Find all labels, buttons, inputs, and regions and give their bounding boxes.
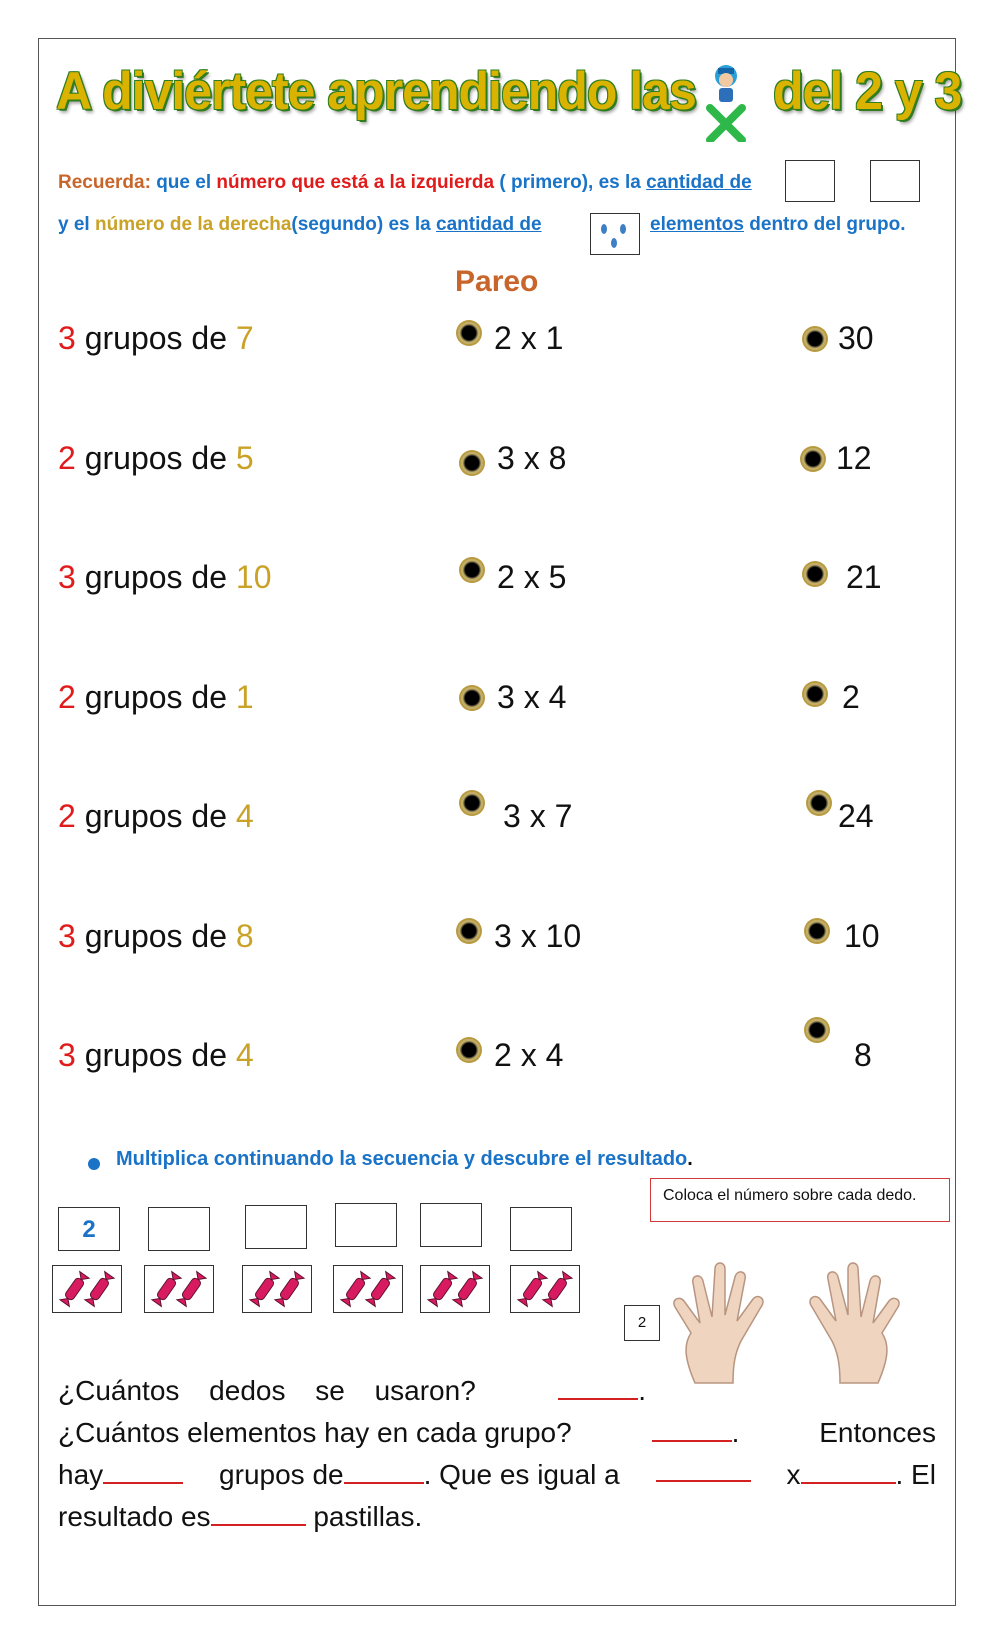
candy-pair-icon — [333, 1265, 403, 1313]
group-text: grupos de — [84, 559, 228, 595]
open-hand-icon — [655, 1255, 785, 1385]
answer-blank[interactable] — [652, 1414, 732, 1442]
match-dot[interactable] — [804, 563, 826, 585]
answer-blank[interactable] — [211, 1498, 306, 1526]
pareo-left-item[interactable] — [58, 559, 272, 596]
finger-number-box[interactable]: 2 — [624, 1305, 660, 1341]
group-size: 10 — [235, 559, 272, 595]
sequence-box[interactable]: 2 — [58, 1207, 120, 1251]
bullet-icon — [88, 1158, 100, 1170]
pareo-result: 10 — [844, 918, 880, 954]
group-size: 1 — [235, 679, 254, 715]
question-text: Entonces — [819, 1417, 936, 1448]
recuerda-text: que el — [156, 172, 212, 193]
sequence-box[interactable] — [510, 1207, 572, 1251]
pareo-multiplication: 2 x 4 — [494, 1037, 564, 1073]
match-dot[interactable] — [458, 920, 480, 942]
pareo-result: 24 — [838, 798, 874, 834]
match-dot[interactable] — [804, 683, 826, 705]
match-dot[interactable] — [461, 792, 483, 814]
group-text: grupos de — [84, 1037, 228, 1073]
question-text: resultado es — [58, 1501, 211, 1532]
pareo-multiplication: 2 x 5 — [497, 559, 567, 595]
match-dot[interactable] — [804, 328, 826, 350]
question-line — [58, 1454, 936, 1496]
recuerda-text: (segundo) es la — [291, 214, 431, 235]
pareo-result: 8 — [854, 1037, 872, 1073]
pareo-heading: Pareo — [455, 265, 539, 298]
answer-blank[interactable] — [801, 1456, 896, 1484]
group-text: grupos de — [84, 798, 228, 834]
match-dot[interactable] — [461, 452, 483, 474]
group-count: 3 — [58, 1037, 76, 1073]
group-count: 2 — [58, 679, 76, 715]
recuerda-line-1 — [58, 172, 752, 194]
pareo-multiplication: 3 x 7 — [503, 798, 573, 834]
candy-pair-icon — [242, 1265, 312, 1313]
pareo-result: 12 — [836, 440, 872, 476]
recuerda-text: elementos — [650, 214, 744, 235]
pareo-multiplication: 2 x 1 — [494, 320, 564, 356]
title-part-1: A diviértete aprendiendo las — [56, 61, 696, 121]
recuerda-line-2 — [58, 214, 542, 236]
recuerda-text: número de la derecha — [94, 214, 292, 235]
group-size: 8 — [235, 918, 254, 954]
answer-blank[interactable] — [558, 1372, 638, 1400]
recuerda-text: y el — [58, 214, 90, 235]
group-count: 3 — [58, 320, 76, 356]
group-size: 7 — [235, 320, 254, 356]
group-count: 2 — [58, 440, 76, 476]
recuerda-text: número que está a la izquierda — [216, 172, 495, 193]
questions — [58, 1370, 936, 1538]
candy-pair-icon — [510, 1265, 580, 1313]
recuerda-text: cantidad de — [436, 214, 542, 235]
question-line: ¿Cuántos elementos hay en cada grupo? . Entonces — [58, 1412, 936, 1454]
question-text: grupos de — [219, 1459, 344, 1490]
match-dot[interactable] — [802, 448, 824, 470]
group-text: grupos de — [84, 918, 228, 954]
sequence-box[interactable] — [335, 1203, 397, 1247]
open-hand-icon — [788, 1255, 918, 1385]
answer-blank[interactable] — [656, 1454, 751, 1482]
pareo-left-item[interactable] — [58, 320, 254, 357]
sequence-box[interactable] — [245, 1205, 307, 1249]
page-title — [56, 61, 962, 142]
pareo-left-item[interactable] — [58, 440, 254, 477]
group-count: 2 — [58, 798, 76, 834]
match-dot[interactable] — [461, 559, 483, 581]
group-count: 3 — [58, 559, 76, 595]
group-text: grupos de — [84, 679, 228, 715]
candy-pair-icon — [52, 1265, 122, 1313]
note-box: Coloca el número sobre cada dedo. — [650, 1178, 950, 1222]
question-line: ¿Cuántos dedos se usaron? . — [58, 1370, 936, 1412]
match-dot[interactable] — [458, 322, 480, 344]
pareo-result: 30 — [838, 320, 874, 356]
pareo-multiplication: 3 x 10 — [494, 918, 582, 954]
candy-pair-icon — [144, 1265, 214, 1313]
question-text: pastillas. — [313, 1501, 423, 1532]
pareo-left-item[interactable] — [58, 918, 254, 955]
question-text: x — [786, 1459, 801, 1490]
answer-box[interactable] — [870, 160, 920, 202]
question-text: . El — [895, 1459, 936, 1490]
pareo-result: 21 — [846, 559, 882, 595]
match-dot[interactable] — [806, 1019, 828, 1041]
group-text: grupos de — [84, 320, 228, 356]
recuerda-line-2-end — [650, 214, 905, 236]
answer-blank[interactable] — [103, 1456, 183, 1484]
match-dot[interactable] — [461, 687, 483, 709]
match-dot[interactable] — [458, 1039, 480, 1061]
recuerda-text: dentro del grupo. — [749, 214, 906, 235]
pareo-left-item[interactable] — [58, 798, 254, 835]
question-line — [58, 1496, 936, 1538]
sequence-box[interactable] — [148, 1207, 210, 1251]
pareo-left-item[interactable] — [58, 1037, 254, 1074]
boy-with-x-icon — [696, 62, 756, 142]
pareo-result: 2 — [842, 679, 860, 715]
group-text: grupos de — [84, 440, 228, 476]
title-part-2: del 2 y 3 — [773, 61, 962, 121]
pareo-multiplication: 3 x 8 — [497, 440, 567, 476]
candy-pair-icon — [420, 1265, 490, 1313]
recuerda-text: ( primero), es la — [499, 172, 641, 193]
group-size: 4 — [235, 798, 254, 834]
sequence-instruction — [116, 1148, 693, 1171]
drops-icon — [590, 213, 640, 255]
answer-box[interactable] — [785, 160, 835, 202]
question-text: hay — [58, 1459, 104, 1490]
group-size: 5 — [235, 440, 254, 476]
answer-blank[interactable] — [344, 1456, 424, 1484]
recuerda-text: cantidad de — [646, 172, 752, 193]
question-text: . Que es igual a — [423, 1459, 620, 1490]
group-count: 3 — [58, 918, 76, 954]
sequence-box[interactable] — [420, 1203, 482, 1247]
recuerda-label: Recuerda: — [58, 172, 151, 193]
match-dot[interactable] — [806, 920, 828, 942]
group-size: 4 — [235, 1037, 254, 1073]
pareo-left-item[interactable] — [58, 679, 254, 716]
instruction-end: . — [687, 1148, 693, 1170]
question-text: ¿Cuántos dedos se usaron? — [58, 1375, 476, 1406]
match-dot[interactable] — [808, 792, 830, 814]
pareo-multiplication: 3 x 4 — [497, 679, 567, 715]
question-text: ¿Cuántos elementos hay en cada grupo? — [58, 1417, 572, 1448]
instruction-text: Multiplica continuando la secuencia y descubre el resultado — [116, 1148, 688, 1170]
